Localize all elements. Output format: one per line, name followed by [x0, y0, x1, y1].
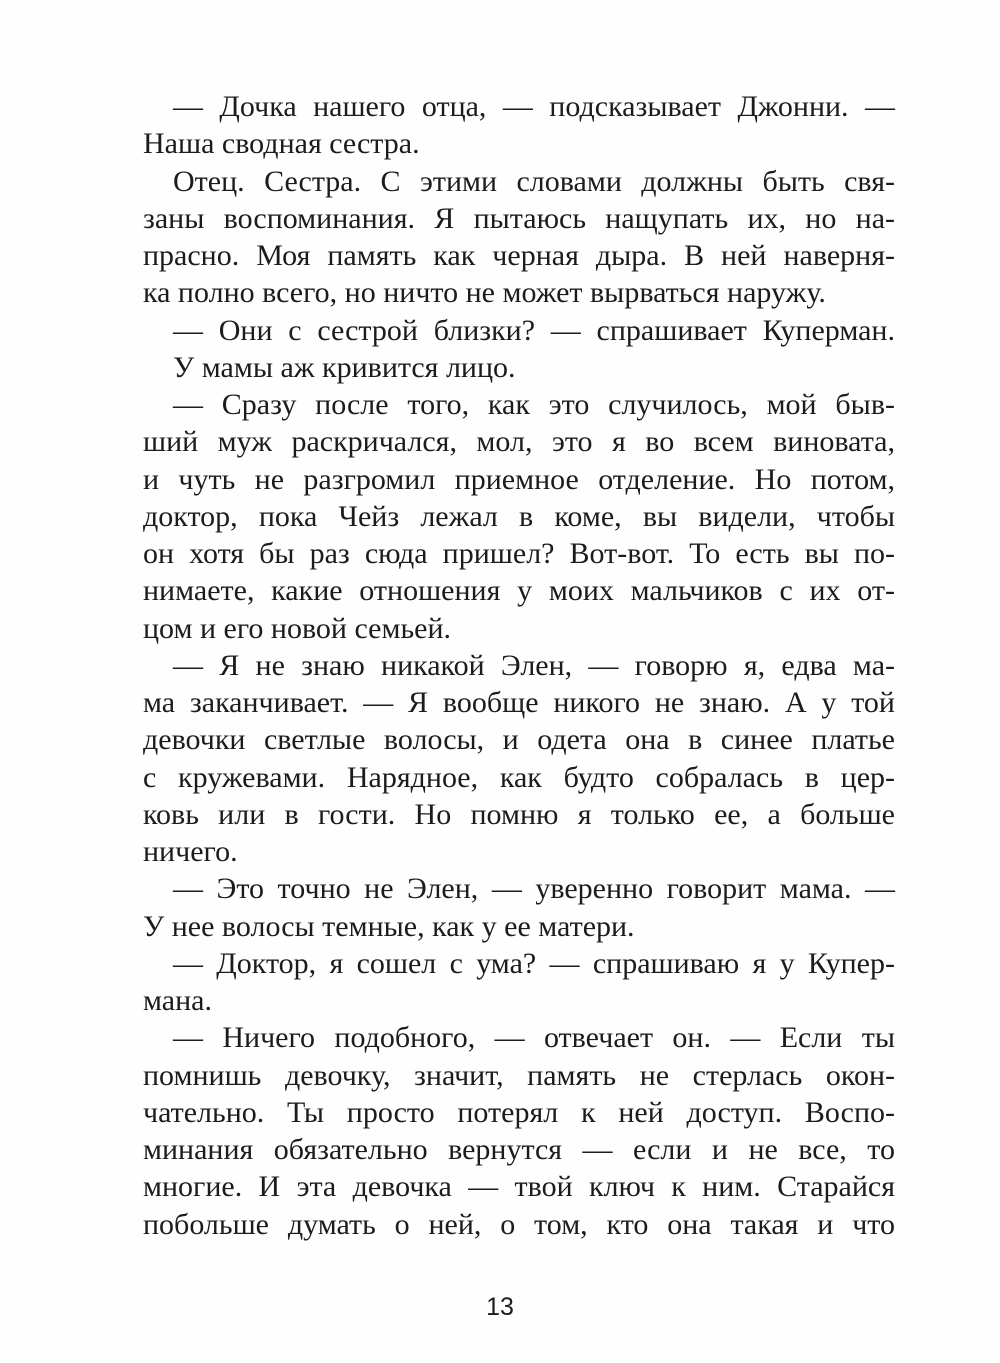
text-line: многие. И эта девочка — твой ключ к ним. Старайся [143, 1170, 895, 1204]
text-line: — Я не знаю никакой Элен, — говорю я, едва ма- [173, 648, 895, 682]
text-line: он хотя бы раз сюда пришел? Вот-вот. То есть вы по- [143, 537, 895, 570]
text-line: чательно. Ты просто потерял к ней доступ. Воспо- [143, 1095, 895, 1129]
text-line: прасно. Моя память как черная дыра. В ней наверня- [143, 239, 895, 272]
text-line: заны воспоминания. Я пытаюсь нащупать их, но на- [143, 201, 895, 235]
text-line: ший муж раскричался, мол, это я во всем виновата, [143, 425, 895, 459]
text-line: — Доктор, я сошел с ума? — спрашиваю я у Купер- [173, 946, 895, 980]
text-line: — Дочка нашего отца, — подсказывает Джонни. — [173, 90, 895, 123]
text-line: ма заканчивает. — Я вообще никого не знаю. А у той [143, 686, 895, 719]
text-line: с кружевами. Нарядное, как будто собралась в цер- [143, 760, 895, 794]
text-line: — Это точно не Элен, — уверенно говорит мама. — [173, 872, 895, 906]
text-line: минания обязательно вернутся — если и не все, то [143, 1133, 895, 1166]
page-number: 13 [486, 1293, 514, 1321]
text-line: цом и его новой семьей. [143, 611, 451, 645]
text-line: Отец. Сестра. С этими словами должны быть свя- [173, 164, 895, 198]
text-line: У нее волосы темные, как у ее матери. [143, 909, 635, 943]
text-line: побольше думать о ней, о том, кто она такая и что [143, 1207, 895, 1241]
text-line: и чуть не разгромил приемное отделение. Но потом, [143, 462, 895, 496]
text-line: девочки светлые волосы, и одета она в синее платье [143, 723, 895, 757]
text-line: — Сразу после того, как это случилось, мой быв- [173, 388, 895, 421]
text-line: нимаете, какие отношения у моих мальчиков с их от- [143, 574, 895, 608]
text-line: ничего. [143, 835, 238, 868]
text-line: ковь или в гости. Но помню я только ее, а больше [143, 797, 895, 831]
text-line: — Ничего подобного, — отвечает он. — Если ты [173, 1021, 895, 1055]
text-line: У мамы аж кривится лицо. [173, 350, 516, 384]
text-line: — Они с сестрой близки? — спрашивает Куперман. [173, 313, 895, 347]
body-text [143, 88, 895, 1243]
text-line: мана. [143, 984, 212, 1017]
text-line: Наша сводная сестра. [143, 127, 420, 161]
text-line: помнишь девочку, значит, память не стерлась окон- [143, 1058, 895, 1092]
text-line: ка полно всего, но ничто не может вырваться наружу. [143, 276, 826, 310]
text-line: доктор, пока Чейз лежал в коме, вы видели, чтобы [143, 499, 895, 533]
